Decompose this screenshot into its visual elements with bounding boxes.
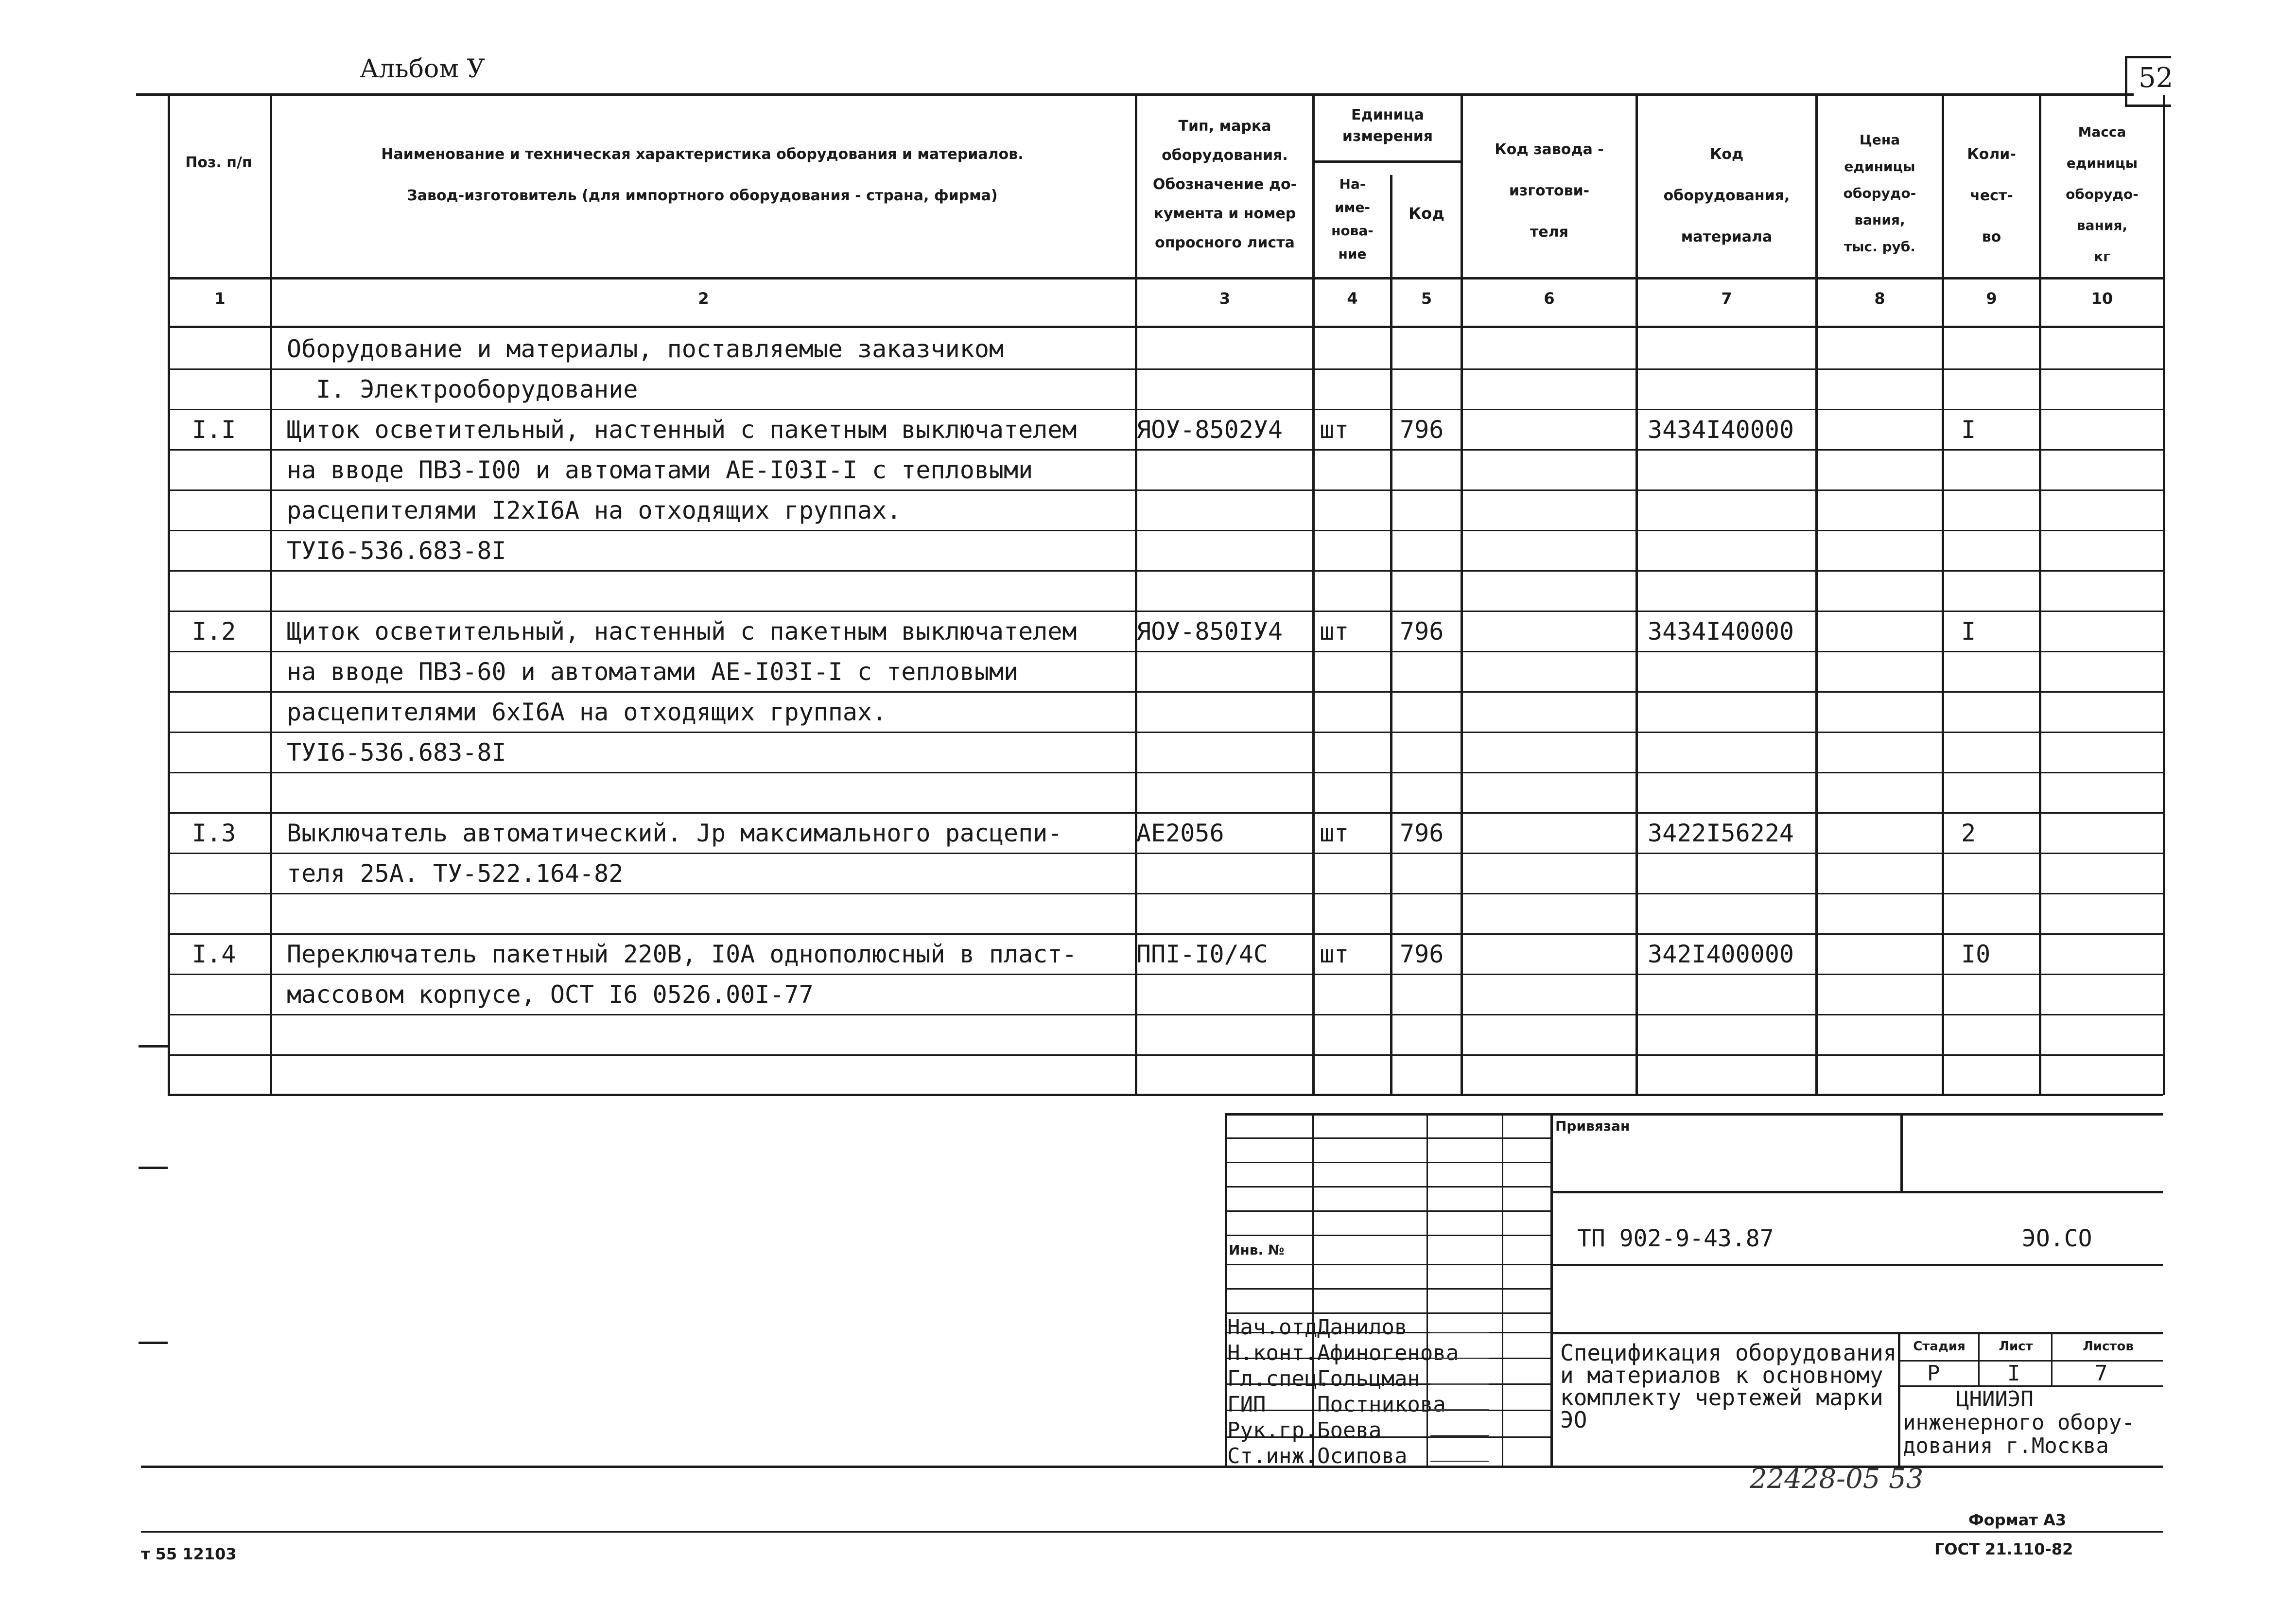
signature-mark [1430,1313,1496,1333]
organization: ЦНИИЭП инженерного обору- дования г.Москва [1903,1387,2135,1458]
row-name: ТУI6-536.683-8I [287,738,506,767]
stamp-row-line [1225,1312,1550,1314]
row-divider [168,489,2163,491]
row-name: расцепителями 6xI6А на отходящих группах. [287,698,887,726]
row-unit: шт [1320,416,1349,444]
signature-mark [1430,1442,1496,1462]
signature-mark [1430,1339,1496,1359]
colnum-3: 3 [1219,289,1231,308]
code-bottom [1550,1264,2163,1266]
title-divider [1550,1332,2163,1334]
row-unit-code: 796 [1400,819,1444,847]
linked-label: Привязан [1555,1118,1630,1134]
row-name: на вводе ПВЗ-60 и автоматами АЕ-I03I-I с тепловыми [287,658,1019,686]
stamp-row-line [1225,1210,1550,1212]
colnum-9: 9 [1986,289,1997,308]
row-type: ЯОУ-8502У4 [1136,416,1283,444]
col-header-name: Наименование и техническая характеристика оборудования и материалов. Завод-изготовитель (для импортного оборудования - страна, фирма) [381,146,1024,204]
row-qty: 2 [1961,819,1976,847]
staff-name: Афиногенова [1317,1341,1459,1365]
staff-name: Боева [1317,1418,1382,1443]
stage-value: Р [1927,1361,1940,1386]
row-divider [168,530,2163,531]
col-line-1 [270,95,272,1095]
staff-name: Гольцман [1317,1366,1420,1391]
row-type: ЯОУ-850IУ4 [1136,617,1283,646]
col-line-4 [1390,175,1392,1095]
row-equip-code: 342I400000 [1648,940,1794,968]
staff-role: Рук.гр. [1227,1418,1318,1443]
row-equip-code: 3434I40000 [1648,416,1794,444]
doc-title: Спецификация оборудования и материалов к основному комплекту чертежей марки ЭО [1560,1340,1897,1433]
margin-tick [139,1167,168,1169]
stamp-row-line [1225,1235,1550,1236]
unit-group-divider [1312,160,1461,163]
format-label: Формат А3 [1968,1511,2067,1529]
row-divider [168,611,2163,612]
col-header-qty: Коли- чест- во [1967,146,2016,245]
stamp-row-line [1225,1137,1550,1139]
row-unit: шт [1320,819,1349,847]
row-divider [168,732,2163,733]
staff-role: Гл.спец. [1227,1366,1330,1391]
staff-role: Н.конт. [1227,1341,1318,1365]
album-label: Альбом У [360,54,485,84]
col-header-equip: Код оборудования, материала [1663,146,1790,245]
colnum-8: 8 [1874,289,1885,308]
header-bottom [168,277,2163,279]
row-divider [168,651,2163,652]
stamp-row-line [1225,1186,1550,1188]
row-name: массовом корпусе, ОСТ I6 0526.00I-77 [287,980,814,1009]
stamp-top [1225,1113,2163,1116]
row-name: Выключатель автоматический. Jр максимального расцепи- [287,819,1062,847]
colnum-bottom [168,326,2163,328]
inv-label: Инв. № [1229,1242,1285,1258]
row-unit-code: 796 [1400,617,1444,646]
row-divider [168,691,2163,693]
row-divider [168,772,2163,773]
col-header-unit-code: Код [1409,204,1444,223]
linked-bottom [1550,1191,2163,1193]
row-divider [168,1014,2163,1015]
row-divider [168,409,2163,410]
stage-sheet-divider [1978,1332,1980,1385]
colnum-1: 1 [214,289,226,308]
row-qty: I0 [1961,940,1991,968]
drawing-mark: ЭО.СО [2022,1225,2092,1252]
row-name: Щиток осветительный, настенный с пакетным выключателем [287,617,1077,646]
col-line-10 [2163,95,2165,1095]
handwritten-number: 22428-05 53 [1750,1463,1924,1495]
col-header-mass: Масса единицы оборудо- вания, кг [2066,124,2139,264]
colnum-6: 6 [1544,289,1555,308]
sheet-number: 52 [2139,62,2174,94]
staff-name: Постникова [1317,1392,1446,1417]
colnum-4: 4 [1347,289,1358,308]
row-pos: I.I [192,416,236,444]
row-name: Переключатель пакетный 220В, I0А однополюсный в пласт- [287,940,1077,968]
row-type: АЕ2056 [1136,819,1224,847]
row-divider [168,570,2163,572]
stamp-row-line [1225,1264,1550,1265]
col-header-unit-name: На- име- нова- ние [1331,176,1374,262]
row-qty: I [1961,617,1976,646]
col-header-plant: Код завода - изготови- теля [1495,141,1604,241]
row-pos: I.3 [192,819,236,847]
row-name: теля 25А. ТУ-522.164-82 [287,859,624,888]
row-divider [168,933,2163,935]
staff-role: Нач.отд. [1227,1315,1330,1340]
row-equip-code: 3434I40000 [1648,617,1794,646]
signature-mark [1430,1416,1496,1436]
row-name: на вводе ПВЗ-I00 и автоматами АЕ-I03I-I с тепловыми [287,456,1033,484]
linked-divider [1900,1113,1903,1191]
row-type: ППI-I0/4С [1136,940,1268,968]
stamp-row-line [1225,1288,1550,1290]
row-divider [168,893,2163,894]
footer-line [141,1531,2163,1533]
sheets-value: 7 [2095,1361,2108,1386]
staff-role: Ст.инж. [1227,1444,1318,1468]
stage-label: Стадия [1913,1339,1966,1354]
col-line-0 [168,95,170,1095]
row-name: Оборудование и материалы, поставляемые заказчиком [287,335,1004,363]
row-qty: I [1961,416,1976,444]
row-unit-code: 796 [1400,940,1444,968]
col-header-unit-group: Единица измерения [1342,106,1433,145]
stamp-line [1550,1113,1553,1466]
row-divider [168,1054,2163,1056]
row-pos: I.2 [192,617,236,646]
row-unit-code: 796 [1400,416,1444,444]
col-header-price: Цена единицы оборудо- вания, тыс. руб. [1843,132,1916,255]
row-unit: шт [1320,617,1349,646]
row-name: I. Электрооборудование [287,375,638,403]
margin-tick [139,1342,168,1344]
staff-role: ГИП [1227,1392,1266,1417]
row-divider [168,974,2163,975]
row-unit: шт [1320,940,1349,968]
sheets-label: Листов [2083,1339,2134,1354]
signature-mark [1430,1365,1496,1385]
row-name: расцепителями I2xI6А на отходящих группах. [287,496,902,524]
row-equip-code: 3422I56224 [1648,819,1794,847]
colnum-7: 7 [1721,289,1732,308]
row-divider [168,368,2163,370]
staff-name: Данилов [1317,1315,1408,1340]
table-bottom [168,1094,2163,1096]
sheet-label: Лист [1999,1339,2033,1354]
sheet-value: I [2007,1361,2020,1386]
staff-name: Осипова [1317,1444,1408,1468]
doc-code: ТП 902-9-43.87 [1577,1225,1774,1252]
col-header-pos: Поз. п/п [185,154,252,171]
col-header-type: Тип, марка оборудования. Обозначение до- кумента и номер опросного листа [1152,118,1297,251]
row-pos: I.4 [192,940,236,968]
colnum-2: 2 [698,289,709,308]
row-divider [168,853,2163,854]
gost-label: ГОСТ 21.110-82 [1934,1540,2073,1558]
sheet-sheets-divider [2051,1332,2052,1385]
stamp-row-line [1225,1162,1550,1163]
print-code: т 55 12103 [141,1545,237,1563]
row-divider [168,449,2163,451]
signature-mark [1430,1391,1496,1411]
colnum-10: 10 [2091,289,2113,308]
row-name: Щиток осветительный, настенный с пакетным выключателем [287,416,1077,444]
colnum-5: 5 [1421,289,1432,308]
margin-tick [139,1045,168,1048]
row-divider [168,812,2163,814]
row-name: ТУI6-536.683-8I [287,537,506,565]
